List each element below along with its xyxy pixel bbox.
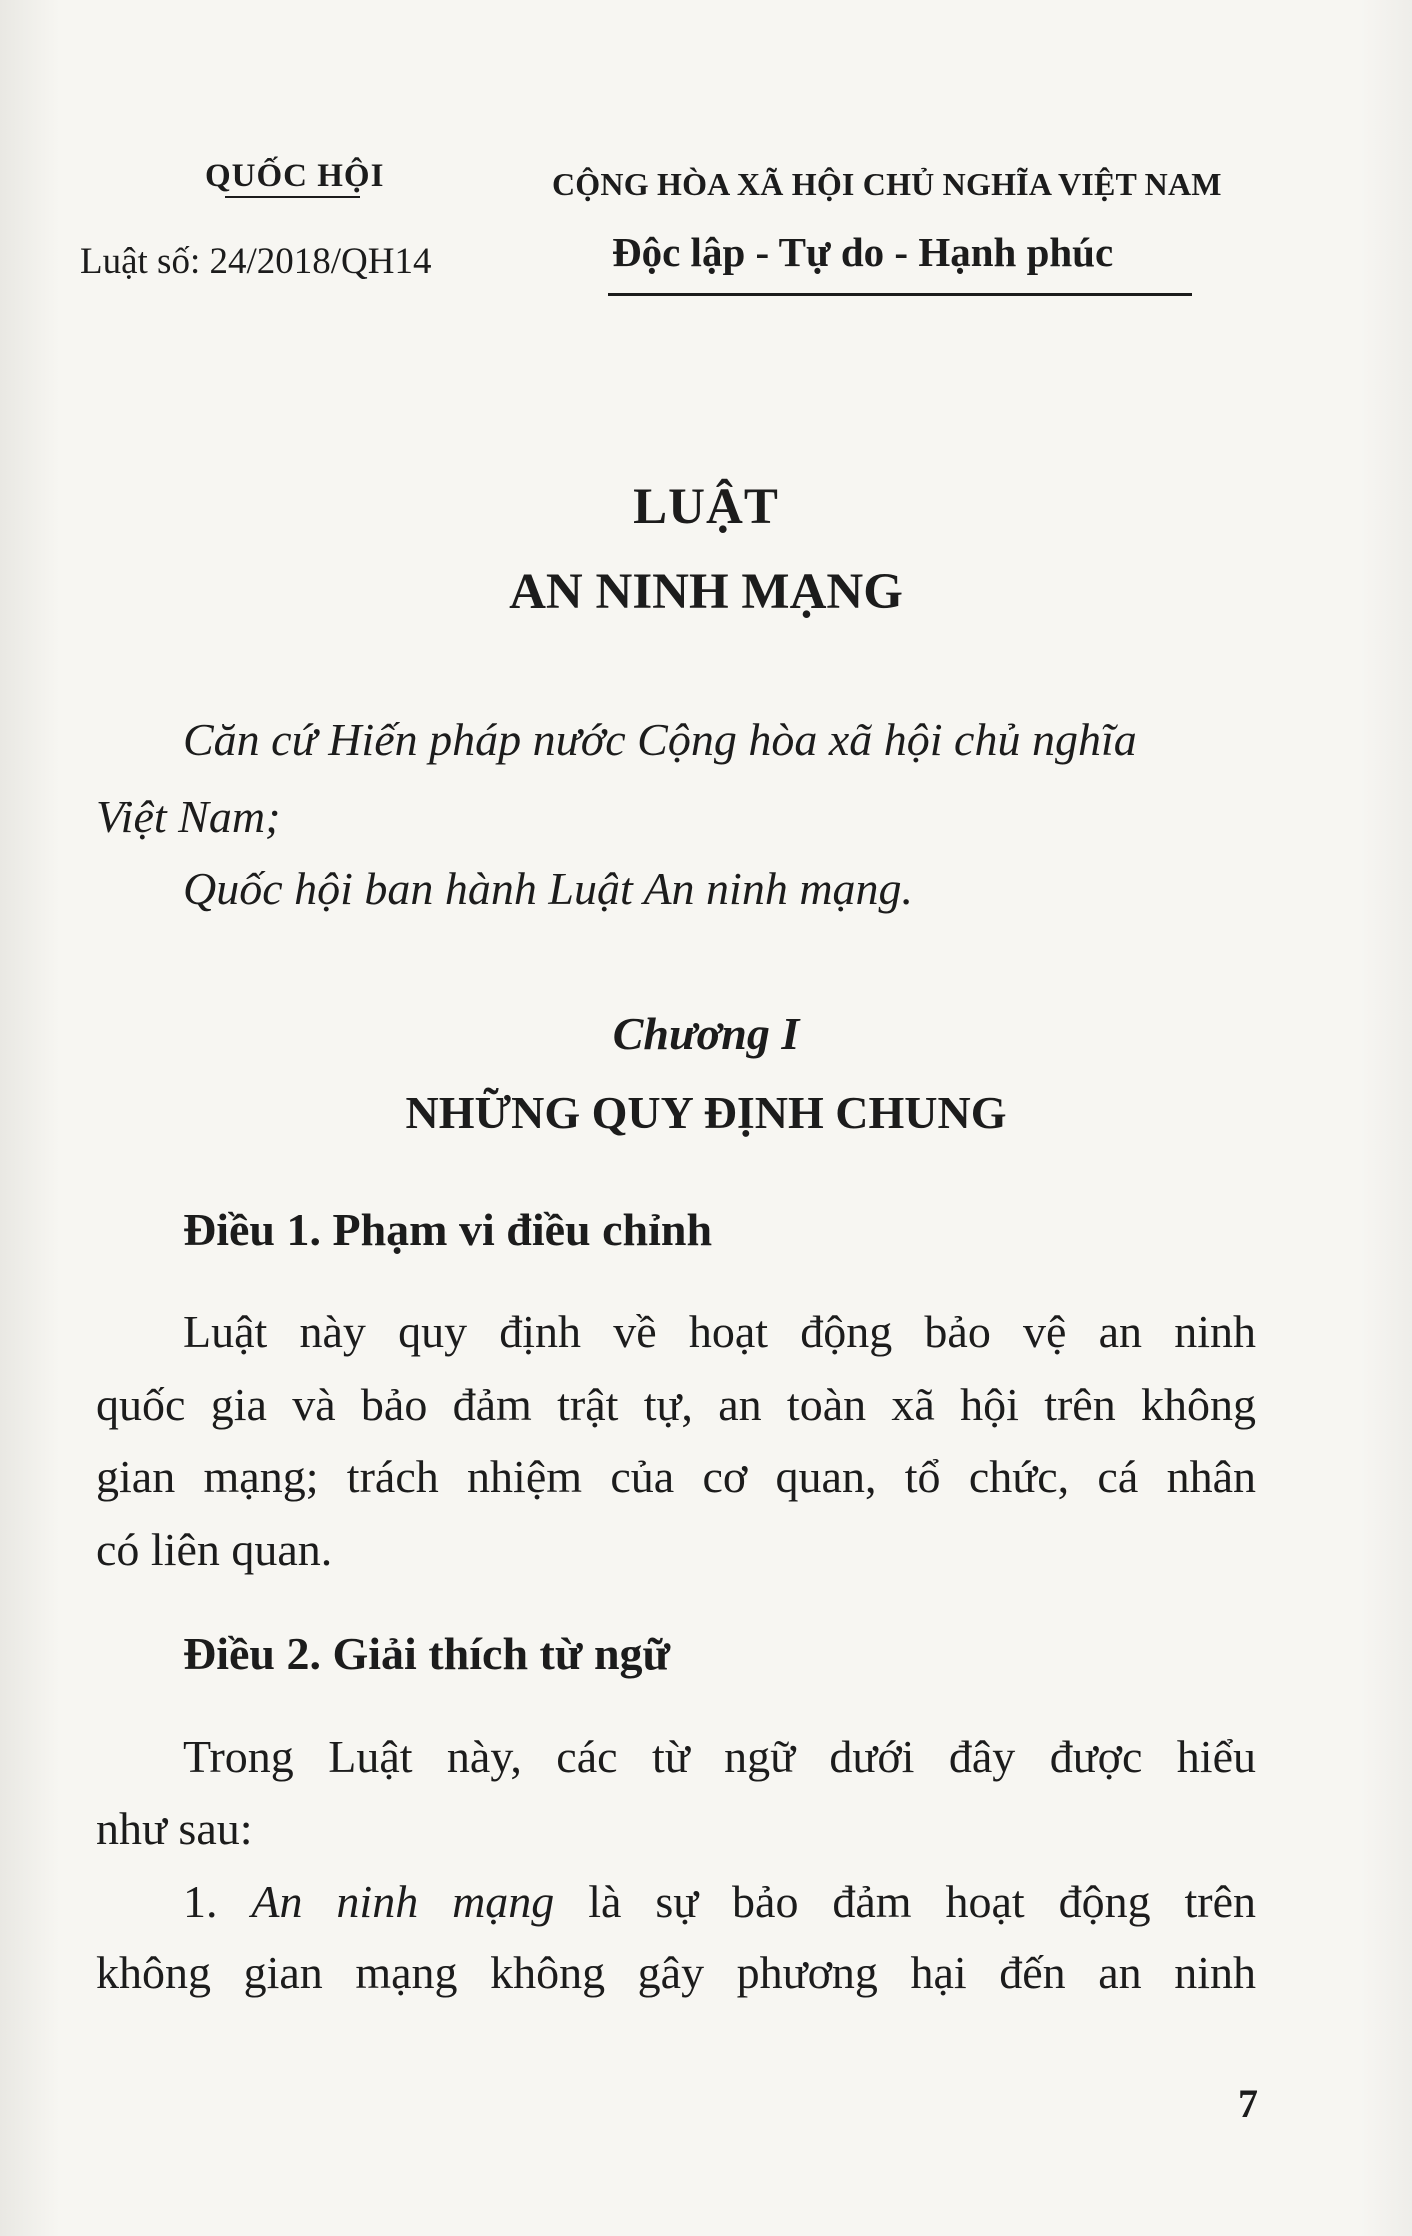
chapter-title: NHỮNG QUY ĐỊNH CHUNG bbox=[405, 1087, 1007, 1138]
issuer-underline bbox=[225, 196, 360, 198]
article-1-line-3: gian mạng; trách nhiệm của cơ quan, tổ chức, cá nhân bbox=[96, 1451, 1256, 1502]
page-number: 7 bbox=[1238, 2081, 1258, 2126]
state-name: CỘNG HÒA XÃ HỘI CHỦ NGHĨA VIỆT NAM bbox=[552, 166, 1222, 202]
chapter-number: Chương I bbox=[612, 1008, 800, 1059]
item-1-term: An ninh mạng bbox=[251, 1876, 555, 1927]
article-2-intro-line-1: Trong Luật này, các từ ngữ dưới đây được hiểu bbox=[183, 1731, 1256, 1782]
issuer-name: QUỐC HỘI bbox=[205, 158, 385, 194]
law-name-title: AN NINH MẠNG bbox=[509, 564, 903, 620]
national-motto: Độc lập - Tự do - Hạnh phúc bbox=[612, 229, 1114, 275]
article-1-heading: Điều 1. Phạm vi điều chỉnh bbox=[183, 1204, 713, 1255]
document-type-title: LUẬT bbox=[633, 479, 779, 535]
law-number: Luật số: 24/2018/QH14 bbox=[80, 241, 432, 282]
article-1-line-2: quốc gia và bảo đảm trật tự, an toàn xã hội trên không bbox=[96, 1379, 1256, 1430]
article-2-intro-line-2: như sau: bbox=[96, 1803, 253, 1854]
article-1-line-1: Luật này quy định về hoạt động bảo vệ an ninh bbox=[183, 1306, 1256, 1357]
preamble-line-3: Quốc hội ban hành Luật An ninh mạng. bbox=[183, 863, 914, 914]
article-2-item-1-line-1 bbox=[183, 1875, 1256, 1928]
item-1-number: 1. bbox=[183, 1876, 218, 1927]
motto-underline bbox=[608, 293, 1192, 296]
article-1-line-4: có liên quan. bbox=[96, 1524, 333, 1575]
preamble-line-2: Việt Nam; bbox=[96, 791, 281, 842]
preamble-line-1: Căn cứ Hiến pháp nước Cộng hòa xã hội chủ nghĩa bbox=[183, 714, 1137, 765]
item-1-definition-start: là sự bảo đảm hoạt động trên bbox=[588, 1876, 1256, 1927]
article-2-item-1-line-2: không gian mạng không gây phương hại đến an ninh bbox=[96, 1947, 1256, 1998]
article-2-heading: Điều 2. Giải thích từ ngữ bbox=[183, 1628, 671, 1679]
